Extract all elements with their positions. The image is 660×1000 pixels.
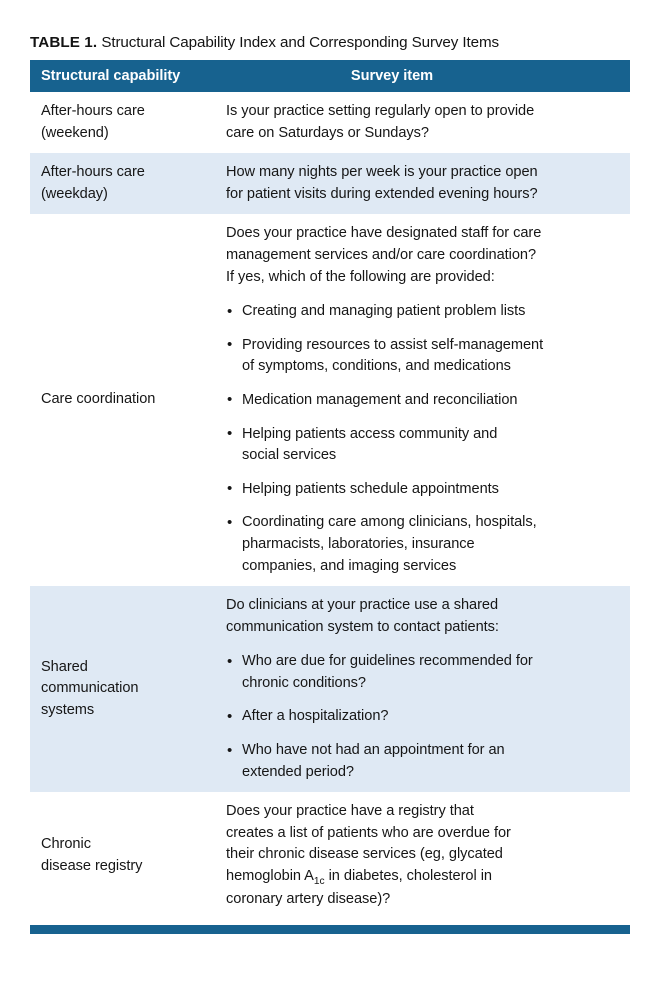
bullet-item: [226, 651, 622, 694]
table-caption-label: TABLE 1.: [30, 34, 98, 51]
column-header-structural-capability: Structural capability: [30, 60, 226, 92]
survey-item-intro: [226, 595, 622, 638]
subscript-1c: 1c: [313, 875, 325, 887]
bullet-item: [226, 335, 622, 378]
text-line: Does your practice have designated staff for care: [226, 225, 542, 242]
table-caption: [30, 33, 630, 53]
text-line: • Providing resources to assist self-management: [242, 336, 544, 353]
column-header-survey-item: Survey item: [226, 60, 630, 92]
text-line: (weekday): [41, 185, 108, 202]
bullet-item: [226, 424, 622, 467]
table-container: [30, 33, 630, 934]
text-line: After-hours care: [41, 164, 145, 181]
text-line: chronic conditions?: [242, 674, 366, 691]
text-line: social services: [242, 447, 337, 464]
text-line: hemoglobin $A_{1c}$ in diabetes, cholesterol in: [226, 868, 492, 887]
text-line: How many nights per week is your practice open: [226, 164, 538, 181]
text-line: their chronic disease services (eg, glycated: [226, 846, 503, 863]
text-line: for patient visits during extended evening hours?: [226, 185, 538, 202]
survey-item-intro: [226, 101, 622, 144]
text-line: systems: [41, 701, 95, 718]
text-line: • Medication management and reconciliation: [242, 391, 518, 408]
cell-structural-capability: [30, 92, 226, 153]
text-line: pharmacists, laboratories, insurance: [242, 535, 475, 552]
survey-item-bullet-list: [226, 301, 622, 577]
cell-structural-capability: [30, 586, 226, 792]
bullet-item: [226, 512, 622, 577]
text-line: of symptoms, conditions, and medications: [242, 358, 511, 375]
text-line: creates a list of patients who are overdue for: [226, 824, 511, 841]
text-line: companies, and imaging services: [242, 557, 457, 574]
table-row: [30, 92, 630, 153]
text-line: disease registry: [41, 857, 143, 874]
text-line: Does your practice have a registry that: [226, 803, 474, 820]
cell-structural-capability: [30, 214, 226, 586]
cell-structural-capability: [30, 153, 226, 214]
text-line: communication: [41, 680, 139, 697]
text-line: • Helping patients schedule appointments: [242, 480, 499, 497]
bullet-item: [226, 301, 622, 323]
bullet-item: [226, 390, 622, 412]
bullet-item: [226, 740, 622, 783]
text-line: • After a hospitalization?: [242, 708, 389, 725]
cell-survey-item: [226, 586, 630, 792]
structural-capability-table: [30, 60, 630, 919]
capability-text: [41, 101, 220, 144]
bullet-item: [226, 706, 622, 728]
table-caption-text: Structural Capability Index and Corresponding Survey Items: [101, 34, 500, 51]
text-line: extended period?: [242, 763, 354, 780]
survey-item-intro: [226, 162, 622, 205]
survey-item-bullet-list: [226, 651, 622, 783]
text-line: • Who are due for guidelines recommended for: [242, 653, 533, 670]
cell-survey-item: [226, 153, 630, 214]
cell-survey-item: [226, 92, 630, 153]
table-bottom-rule: [30, 925, 630, 934]
text-line: After-hours care: [41, 103, 145, 119]
text-line: • Coordinating care among clinicians, hospitals,: [242, 514, 537, 531]
capability-text: [41, 162, 220, 205]
text-line: (weekend): [41, 124, 109, 141]
survey-item-intro: [226, 223, 622, 288]
text-line: care on Saturdays or Sundays?: [226, 124, 429, 141]
cell-survey-item: [226, 214, 630, 586]
survey-item-intro: [226, 801, 622, 910]
text-line: • Helping patients access community and: [242, 425, 498, 442]
table-row: [30, 586, 630, 792]
text-line: communication system to contact patients:: [226, 618, 499, 635]
text-line: • Who have not had an appointment for an: [242, 742, 505, 759]
capability-text: [41, 657, 220, 722]
table-body: [30, 92, 630, 919]
cell-survey-item: [226, 792, 630, 919]
table-header: [30, 60, 630, 92]
table-header-row: [30, 60, 630, 92]
text-line: Is your practice setting regularly open to provide: [226, 103, 535, 119]
text-line: Shared: [41, 658, 88, 675]
text-line: Do clinicians at your practice use a shared: [226, 597, 499, 614]
text-line: management services and/or care coordination?: [226, 246, 537, 263]
text-line: If yes, which of the following are provided:: [226, 268, 495, 285]
bullet-item: [226, 479, 622, 501]
text-line: Chronic: [41, 836, 91, 853]
cell-structural-capability: [30, 792, 226, 919]
table-row: [30, 792, 630, 919]
text-line: • Creating and managing patient problem lists: [242, 303, 526, 320]
table-row: [30, 153, 630, 214]
table-row: [30, 214, 630, 586]
capability-text: [41, 834, 220, 877]
text-line: Care coordination: [41, 391, 156, 408]
text-line: coronary artery disease)?: [226, 890, 391, 907]
capability-text: [41, 389, 220, 411]
